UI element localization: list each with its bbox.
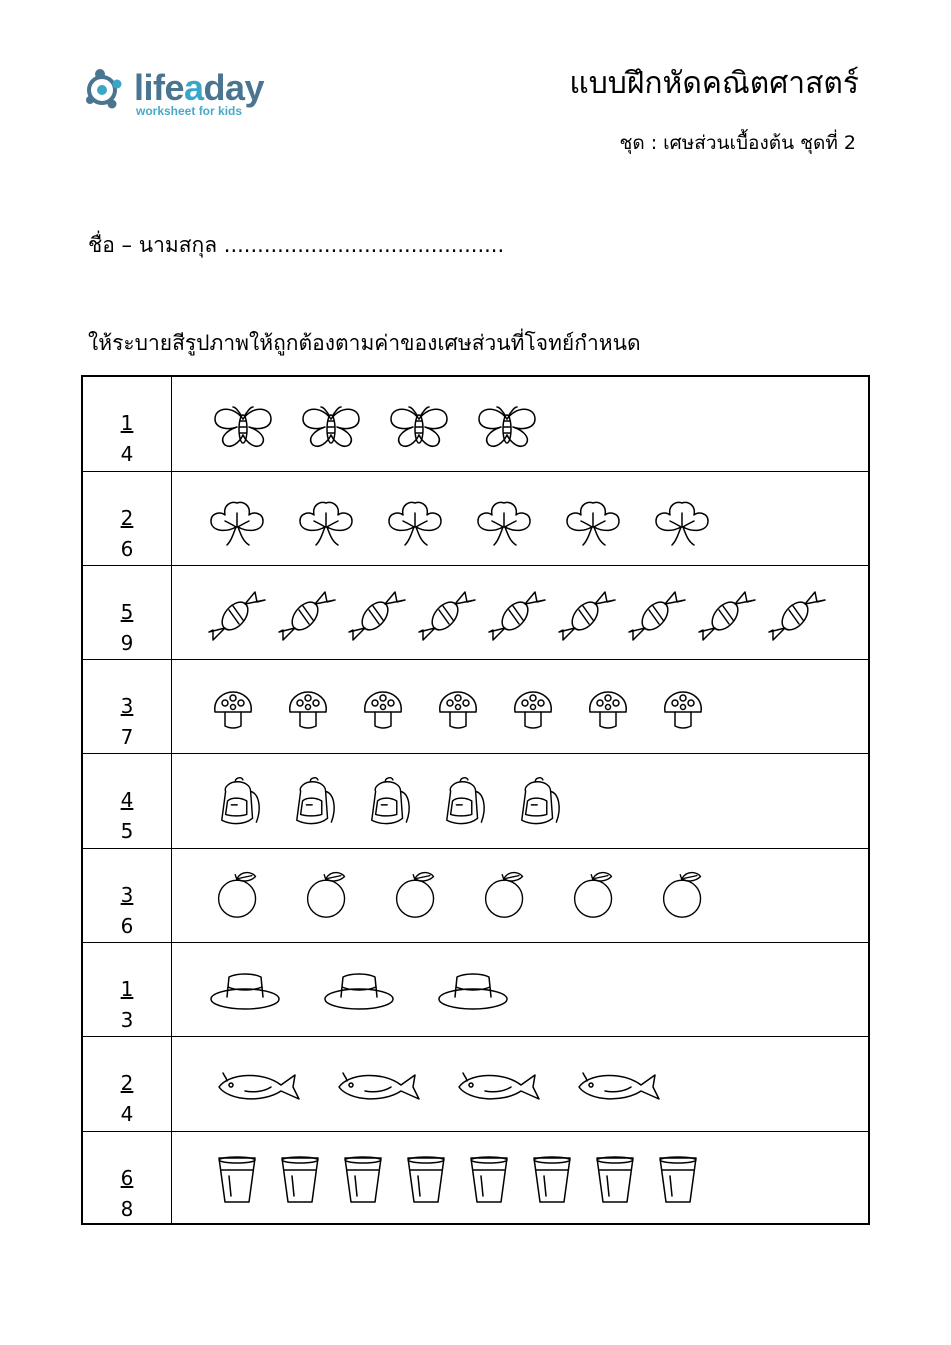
mushroom-icon[interactable] — [436, 690, 480, 730]
clover-icon[interactable] — [563, 499, 623, 547]
picture-cell — [173, 1132, 868, 1224]
fraction-denominator: 6 — [120, 914, 134, 938]
fraction-cell — [83, 377, 172, 471]
logo-tagline: worksheet for kids — [136, 104, 243, 118]
clover-icon[interactable] — [207, 499, 267, 547]
fraction-numerator: 5 — [120, 600, 134, 624]
fraction-denominator: 9 — [120, 631, 134, 655]
candy-icon[interactable] — [629, 590, 685, 642]
fraction-cell — [83, 1037, 172, 1131]
backpack-icon[interactable] — [217, 776, 265, 826]
mushroom-icon[interactable] — [511, 690, 555, 730]
lifeaday-logo — [82, 66, 282, 126]
page-subtitle: ชุด : เศษส่วนเบื้องต้น ชุดที่ 2 — [619, 132, 856, 154]
picture-cell — [173, 472, 868, 566]
fish-icon[interactable] — [575, 1069, 663, 1103]
fish-icon[interactable] — [455, 1069, 543, 1103]
butterfly-icon[interactable] — [301, 405, 361, 451]
candy-icon[interactable] — [489, 590, 545, 642]
glass-icon[interactable] — [469, 1156, 509, 1206]
fraction-numerator: 4 — [120, 788, 134, 812]
glass-icon[interactable] — [343, 1156, 383, 1206]
fraction-denominator: 5 — [120, 819, 134, 843]
fraction-numerator: 1 — [120, 977, 134, 1001]
hat-icon[interactable] — [209, 971, 281, 1011]
candy-icon[interactable] — [699, 590, 755, 642]
butterfly-icon[interactable] — [213, 405, 273, 451]
butterfly-icon[interactable] — [477, 405, 537, 451]
fraction-numerator: 3 — [120, 694, 134, 718]
hat-icon[interactable] — [323, 971, 395, 1011]
glass-icon[interactable] — [658, 1156, 698, 1206]
instruction-text: ให้ระบายสีรูปภาพให้ถูกต้องตามค่าของเศษส่วนที่โจทย์กำหนด — [88, 331, 641, 355]
fraction-numerator: 1 — [120, 411, 134, 435]
candy-icon[interactable] — [349, 590, 405, 642]
picture-cell — [173, 1037, 868, 1131]
fraction-denominator: 6 — [120, 537, 134, 561]
clover-icon[interactable] — [385, 499, 445, 547]
fraction-row — [83, 659, 868, 754]
fish-icon[interactable] — [215, 1069, 303, 1103]
mushroom-icon[interactable] — [586, 690, 630, 730]
mushroom-icon[interactable] — [361, 690, 405, 730]
glass-icon[interactable] — [532, 1156, 572, 1206]
candy-icon[interactable] — [419, 590, 475, 642]
backpack-icon[interactable] — [517, 776, 565, 826]
fraction-row — [83, 942, 868, 1037]
fraction-cell — [83, 849, 172, 943]
fraction-row — [83, 471, 868, 566]
orange-icon[interactable] — [482, 871, 528, 919]
backpack-icon[interactable] — [292, 776, 340, 826]
clover-icon[interactable] — [296, 499, 356, 547]
orange-icon[interactable] — [304, 871, 350, 919]
candy-icon[interactable] — [209, 590, 265, 642]
picture-cell — [173, 943, 868, 1037]
glass-icon[interactable] — [595, 1156, 635, 1206]
name-field-line: ชื่อ – นามสกุล .......................................... — [88, 233, 505, 257]
fraction-row — [83, 377, 868, 471]
glass-icon[interactable] — [280, 1156, 320, 1206]
mushroom-icon[interactable] — [286, 690, 330, 730]
mushroom-icon[interactable] — [211, 690, 255, 730]
clover-icon[interactable] — [474, 499, 534, 547]
candy-icon[interactable] — [559, 590, 615, 642]
picture-cell — [173, 754, 868, 848]
fraction-cell — [83, 566, 172, 660]
picture-cell — [173, 377, 868, 471]
orange-icon[interactable] — [571, 871, 617, 919]
fraction-numerator: 6 — [120, 1166, 134, 1190]
clover-icon[interactable] — [652, 499, 712, 547]
fraction-row — [83, 1131, 868, 1224]
fraction-denominator: 3 — [120, 1008, 134, 1032]
fraction-numerator: 3 — [120, 883, 134, 907]
logo-molecule-icon — [82, 66, 130, 114]
fraction-worksheet-table — [81, 375, 870, 1225]
glass-icon[interactable] — [406, 1156, 446, 1206]
logo-wordmark: lifeaday — [134, 67, 265, 108]
picture-cell — [173, 849, 868, 943]
fraction-row — [83, 848, 868, 943]
candy-icon[interactable] — [279, 590, 335, 642]
candy-icon[interactable] — [769, 590, 825, 642]
fraction-cell — [83, 1132, 172, 1224]
fraction-denominator: 4 — [120, 1102, 134, 1126]
butterfly-icon[interactable] — [389, 405, 449, 451]
picture-cell — [173, 660, 868, 754]
fraction-denominator: 8 — [120, 1197, 134, 1221]
orange-icon[interactable] — [215, 871, 261, 919]
fraction-denominator: 7 — [120, 725, 134, 749]
fraction-cell — [83, 754, 172, 848]
fraction-row — [83, 1036, 868, 1131]
backpack-icon[interactable] — [442, 776, 490, 826]
fraction-row — [83, 753, 868, 848]
fraction-row — [83, 565, 868, 660]
page-title: แบบฝึกหัดคณิตศาสตร์ — [569, 66, 859, 101]
backpack-icon[interactable] — [367, 776, 415, 826]
fish-icon[interactable] — [335, 1069, 423, 1103]
picture-cell — [173, 566, 868, 660]
fraction-numerator: 2 — [120, 506, 134, 530]
orange-icon[interactable] — [660, 871, 706, 919]
glass-icon[interactable] — [217, 1156, 257, 1206]
hat-icon[interactable] — [437, 971, 509, 1011]
fraction-cell — [83, 660, 172, 754]
fraction-numerator: 2 — [120, 1071, 134, 1095]
fraction-cell — [83, 472, 172, 566]
fraction-denominator: 4 — [120, 442, 134, 466]
orange-icon[interactable] — [393, 871, 439, 919]
mushroom-icon[interactable] — [661, 690, 705, 730]
fraction-cell — [83, 943, 172, 1037]
